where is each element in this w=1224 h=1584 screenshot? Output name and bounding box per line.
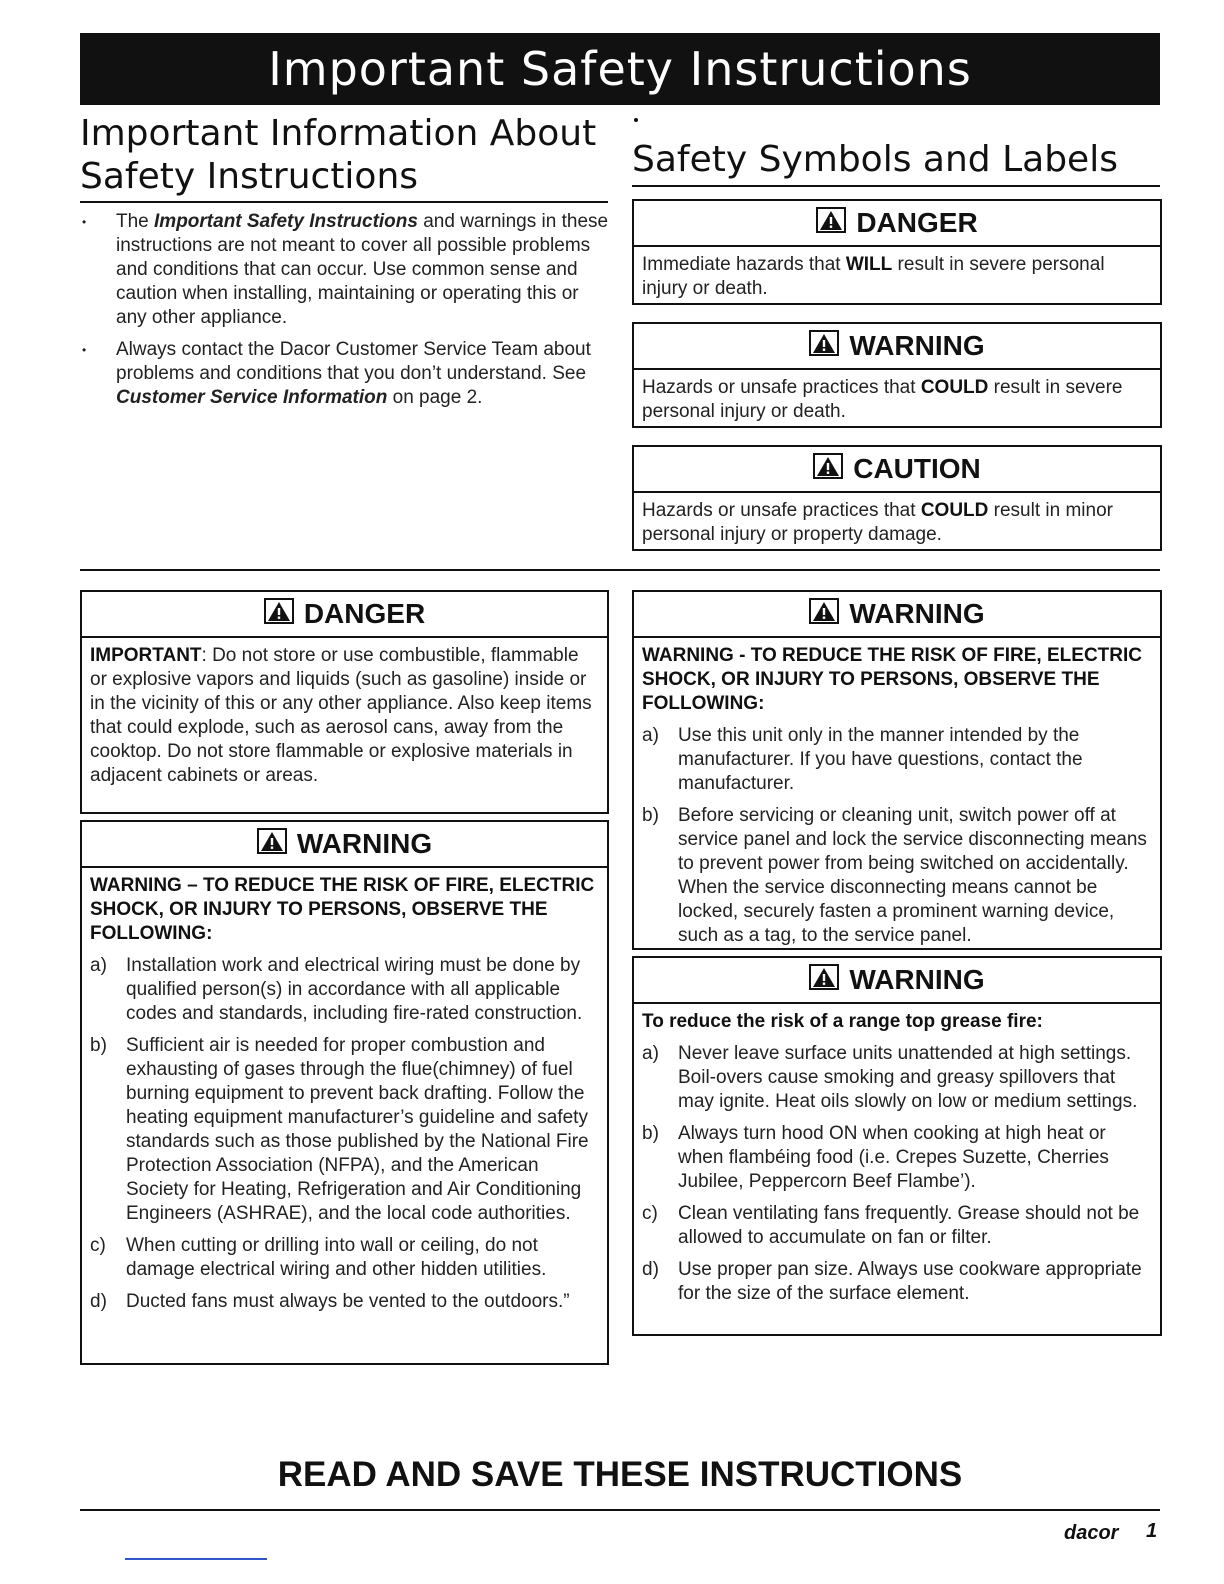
symbol-box-text: Hazards or unsafe practices that COULD result in severe personal injury or death.: [642, 377, 1123, 422]
stray-dot: [634, 118, 638, 122]
symbol-box-title: WARNING: [849, 330, 985, 361]
warning-box-right-1-body: [634, 638, 1160, 960]
warning-triangle-icon: [813, 453, 843, 486]
warning-triangle-icon: [809, 598, 839, 631]
list-item: d) Ducted fans must always be vented to the outdoors.”: [90, 1291, 570, 1312]
symbol-box-danger: [632, 199, 1162, 305]
warning-box-right-1: [632, 590, 1162, 950]
list-item: c) When cutting or drilling into wall or ceiling, do not damage electrical wiring and other hidden utilities.: [90, 1235, 547, 1280]
warning-box-right-2-body: [634, 1004, 1160, 1318]
right-heading-rule: [632, 185, 1160, 187]
warning-box-right-2: [632, 956, 1162, 1336]
list-item: c) Clean ventilating fans frequently. Grease should not be allowed to accumulate on fan or filter.: [642, 1203, 1140, 1248]
list-item: b) Always turn hood ON when cooking at high heat or when flambéing food (i.e. Crepes Suzette, Cherries Jubilee, Peppercorn Beef Flambe’).: [642, 1123, 1109, 1192]
symbol-box-text: Hazards or unsafe practices that COULD result in minor personal injury or property damage.: [642, 500, 1113, 545]
symbol-box-warning-header: [634, 324, 1160, 370]
warning-lead: WARNING - TO REDUCE THE RISK OF FIRE, ELECTRIC SHOCK, OR INJURY TO PERSONS, OBSERVE THE FOLLOWING:: [642, 645, 1142, 714]
symbol-box-title: CAUTION: [853, 453, 981, 484]
left-heading-line-2: Safety Instructions: [80, 156, 419, 197]
danger-box-header: [82, 592, 607, 638]
list-item: a) Use this unit only in the manner intended by the manufacturer. If you have questions, contact the manufacturer.: [642, 725, 1083, 794]
warning-triangle-icon: [809, 964, 839, 997]
list-item: b) Before servicing or cleaning unit, switch power off at service panel and lock the service disconnecting means to prevent power from being switched on accidentally. When the service disconnecting means cannot be locked, securely fasten a prominent warning device, such as a tag, to the service panel.: [642, 805, 1147, 946]
symbol-box-title: DANGER: [856, 207, 978, 238]
list-item: b) Sufficient air is needed for proper combustion and exhausting of gases through the flue(chimney) of fuel burning equipment to prevent back drafting. Follow the heating equipment manufacturer’s guideline and safety standards such as those published by the National Fire Protection Association (NFPA), and the American Society for Heating, Refrigeration and Air Conditioning Engineers (ASHRAE), and the local code authorities.: [90, 1035, 589, 1224]
warning-triangle-icon: [816, 207, 846, 240]
list-item: a) Never leave surface units unattended at high settings. Boil-overs cause smoking and greasy spillovers that may ignite. Heat oils slowly on low or medium settings.: [642, 1043, 1138, 1112]
list-item: a) Installation work and electrical wiring must be done by qualified person(s) in accordance with all applicable codes and standards, including fire-rated construction.: [90, 955, 583, 1024]
footer-rule: [80, 1509, 1160, 1511]
warning-box-title: WARNING: [849, 964, 985, 995]
warning-lead: To reduce the risk of a range top grease fire:: [642, 1011, 1043, 1032]
danger-box-title: DANGER: [303, 598, 426, 629]
intro-bullet-list: [80, 210, 610, 418]
list-item: d) Use proper pan size. Always use cookware appropriate for the size of the surface element.: [642, 1259, 1142, 1304]
warning-triangle-icon: [264, 598, 294, 631]
warning-box-left: [80, 820, 609, 1365]
footer-title: READ AND SAVE THESE INSTRUCTIONS: [277, 1455, 963, 1494]
warning-box-title: WARNING: [849, 598, 985, 629]
symbol-box-danger-header: [634, 201, 1160, 247]
warning-box-right-1-header: [634, 592, 1160, 638]
intro-bullet-2: • Always contact the Dacor Customer Service Team about problems and conditions that you don’t understand. See Customer Service Information on page 2.: [80, 338, 610, 410]
section-divider: [80, 569, 1160, 571]
symbol-box-warning: [632, 322, 1162, 428]
warning-box-left-header: [82, 822, 607, 868]
danger-box: [80, 590, 609, 814]
blue-underline-mark: [125, 1558, 267, 1560]
symbol-box-caution-header: [634, 447, 1160, 493]
symbol-box-caution: [632, 445, 1162, 551]
right-section-heading: Safety Symbols and Labels: [632, 139, 1118, 180]
left-section-heading: [80, 112, 596, 198]
warning-triangle-icon: [257, 828, 287, 861]
warning-box-title: WARNING: [296, 828, 433, 859]
brand-logo: dacor: [1064, 1522, 1119, 1544]
warning-lead: WARNING – TO REDUCE THE RISK OF FIRE, ELECTRIC SHOCK, OR INJURY TO PERSONS, OBSERVE THE FOLLOWING:: [90, 875, 595, 944]
left-heading-line-1: Important Information About: [80, 113, 597, 154]
warning-triangle-icon: [809, 330, 839, 363]
page-banner: Important Safety Instructions: [80, 33, 1160, 105]
intro-bullet-1: • The Important Safety Instructions and warnings in these instructions are not meant to cover all possible problems and conditions that can occur. Use common sense and caution when installing, maintaining or operating this or any other appliance.: [80, 210, 610, 330]
left-heading-rule: [80, 201, 608, 203]
symbol-box-text: Immediate hazards that WILL result in severe personal injury or death.: [642, 254, 1105, 299]
warning-box-right-2-header: [634, 958, 1160, 1004]
page-number: 1: [1146, 1520, 1158, 1542]
warning-box-left-body: [82, 868, 607, 1326]
danger-box-text: IMPORTANT: Do not store or use combustible, flammable or explosive vapors and liquids (such as gasoline) inside or in the vicinity of this or any other appliance. Also keep items that could explode, such as aerosol cans, away from the cooktop. Do not store flammable or explosive materials in adjacent cabinets or areas.: [90, 645, 592, 786]
